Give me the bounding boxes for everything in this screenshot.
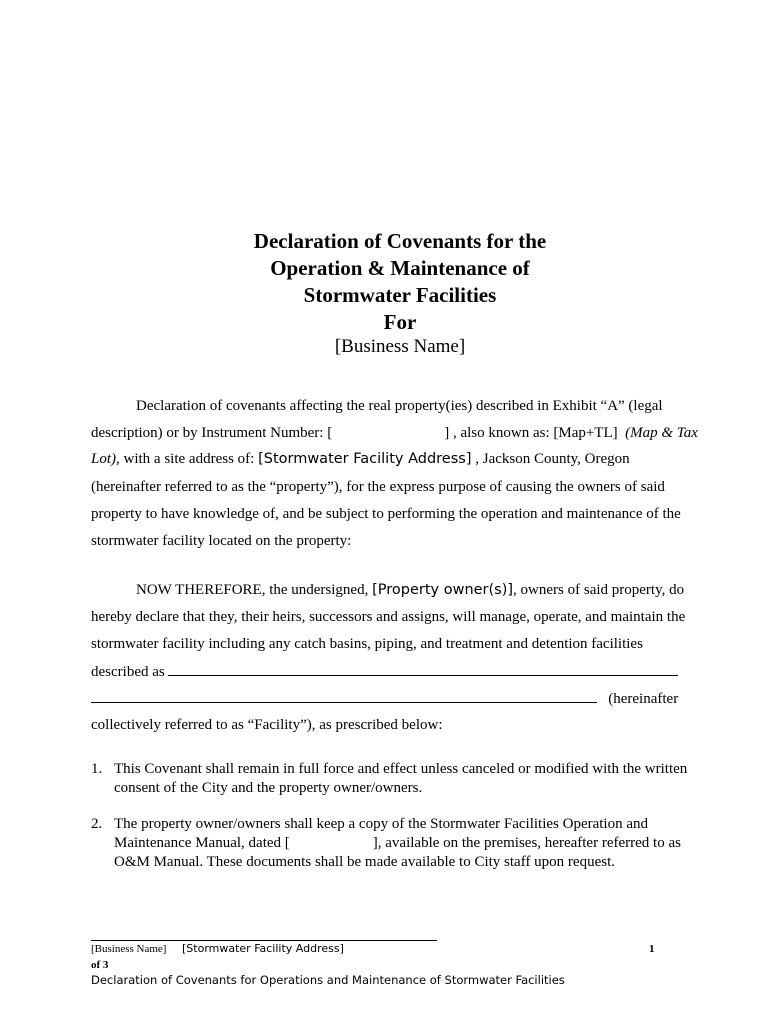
facility-description-blank-1[interactable] <box>168 663 678 676</box>
intro-line-4: (hereinafter referred to as the “property”), for the express purpose of causing the owners of said <box>91 479 665 495</box>
intro-italic: Lot) <box>91 451 117 467</box>
footer-rule <box>91 940 437 941</box>
footer-facility-address: [Stormwater Facility Address] <box>182 942 344 955</box>
footer-doc-title: Declaration of Covenants for Operations and Maintenance of Stormwater Facilities <box>91 973 565 987</box>
list-item-2-line-2 <box>114 835 681 852</box>
intro-line-5: property to have knowledge of, and be subject to performing the operation and maintenance of the <box>91 506 681 522</box>
business-name-field[interactable]: [Business Name] <box>334 336 466 357</box>
intro-line-3 <box>91 451 630 468</box>
footer-page-number: 1 <box>649 943 655 955</box>
now-line-3: stormwater facility including any catch basins, piping, and treatment and detention facilities <box>91 636 643 652</box>
list-item-2-line-3: O&M Manual. These documents shall be made available to City staff upon request. <box>114 854 615 870</box>
facility-description-blank-2[interactable] <box>91 690 597 703</box>
intro-line-2 <box>91 425 698 442</box>
intro-text: description) or by Instrument Number: [ <box>91 425 333 441</box>
now-text: (hereinafter <box>608 691 679 707</box>
list-item-1-line-1: This Covenant shall remain in full force and effect unless canceled or modified with the written <box>114 761 688 777</box>
intro-line-6: stormwater facility located on the property: <box>91 533 352 549</box>
list-text: ], available on the premises, hereafter referred to as <box>372 835 681 851</box>
doc-title-line-1: Declaration of Covenants for the <box>253 229 547 253</box>
now-text: described as <box>91 664 165 680</box>
facility-address-field[interactable]: [Stormwater Facility Address] <box>258 451 472 467</box>
footer-page-total: of 3 <box>91 959 109 971</box>
doc-title-line-3: Stormwater Facilities <box>303 283 497 307</box>
list-number: 2. <box>91 816 103 832</box>
doc-title-line-4: For <box>383 310 417 334</box>
intro-line-1: Declaration of covenants affecting the real property(ies) described in Exhibit “A” (legal <box>136 398 663 414</box>
intro-italic: (Map & Tax <box>625 425 698 441</box>
footer-business-name: [Business Name] <box>91 943 167 955</box>
now-line-6: collectively referred to as “Facility”), as prescribed below: <box>91 717 443 733</box>
list-text: Maintenance Manual, dated [ <box>114 835 290 851</box>
doc-title-line-2: Operation & Maintenance of <box>270 256 530 280</box>
now-line-1 <box>136 582 684 599</box>
now-text: , owners of said property, do <box>513 582 685 598</box>
now-line-4 <box>91 663 678 681</box>
list-item-1-line-2: consent of the City and the property owner/owners. <box>114 780 423 796</box>
list-item-2-line-1: The property owner/owners shall keep a copy of the Stormwater Facilities Operation and <box>114 816 649 832</box>
intro-text: , with a site address of: <box>116 451 255 467</box>
list-number: 1. <box>91 761 103 777</box>
intro-text: , Jackson County, Oregon <box>475 451 630 467</box>
property-owner-field[interactable]: [Property owner(s)] <box>372 582 514 598</box>
now-line-5 <box>91 690 678 708</box>
now-text: NOW THEREFORE, the undersigned, <box>136 582 369 598</box>
now-line-2: hereby declare that they, their heirs, successors and assigns, will manage, operate, and maintain the <box>91 609 686 625</box>
intro-text: ] , also known as: [Map+TL] <box>444 425 618 441</box>
